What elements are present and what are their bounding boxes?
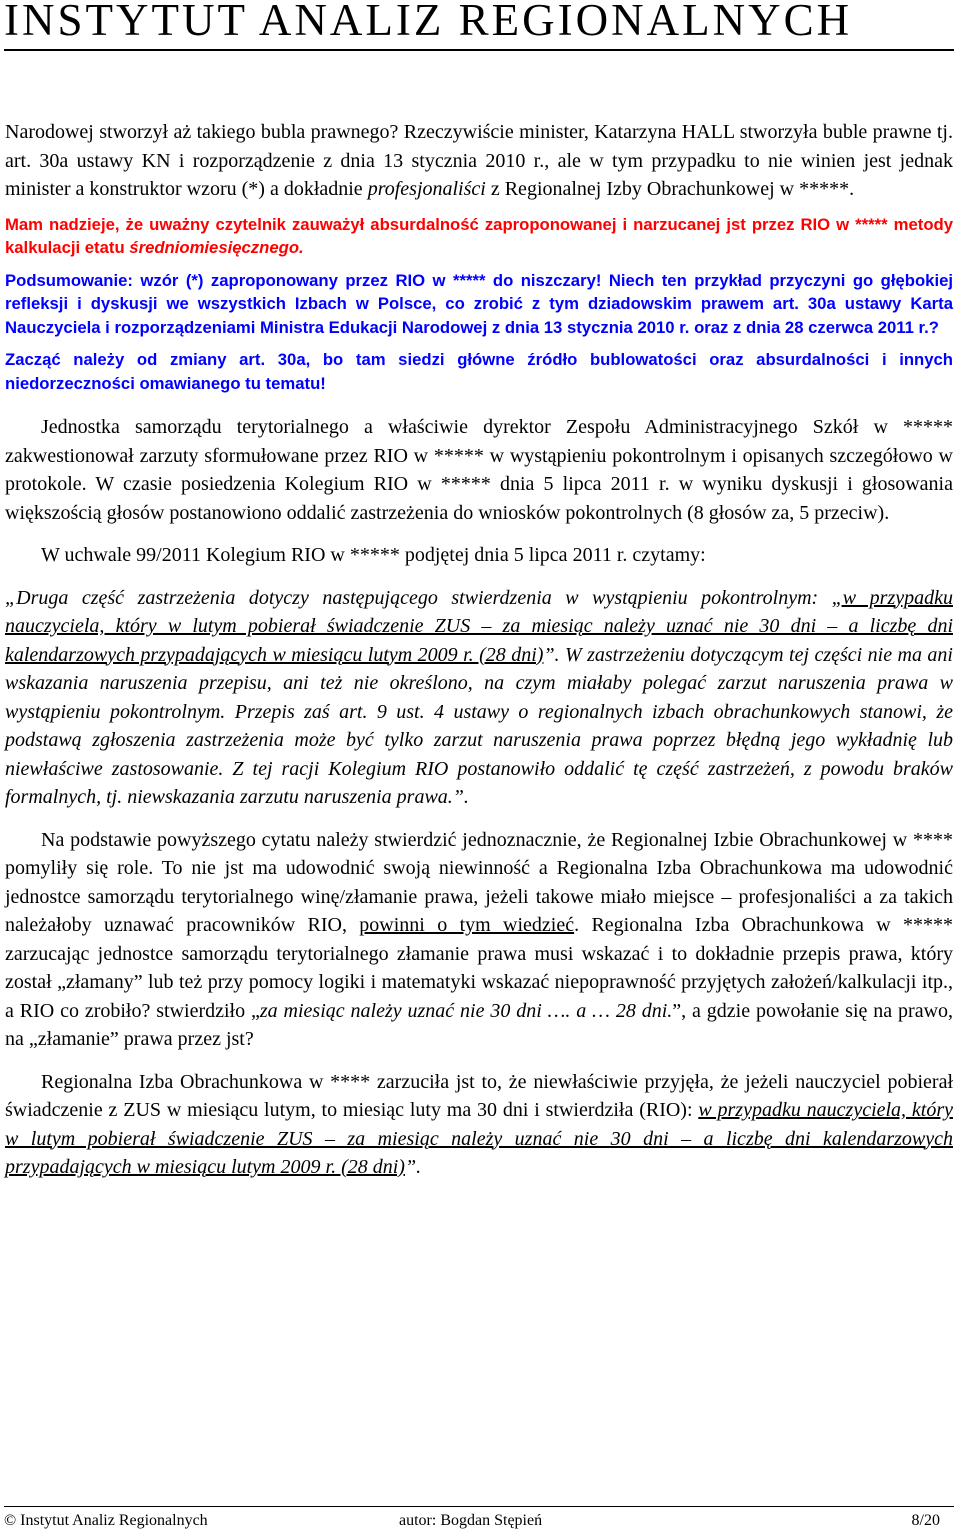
paragraph-resolution: W uchwale 99/2011 Kolegium RIO w ***** podjętej dnia 5 lipca 2011 r. czytamy: bbox=[41, 544, 706, 566]
footer-copyright: © Instytut Analiz Regionalnych bbox=[4, 1512, 208, 1529]
paragraph-quote bbox=[5, 584, 953, 812]
paragraph-change-call bbox=[5, 348, 953, 395]
text-span-italic-underlined: w przypadku nauczyciela, który w lutym pobierał świadczenie ZUS – za miesiąc należy uznać nie 30 dni – a liczbę dni kalendarzowych przypadających w miesiącu lutym 2009 r. (28 dni) bbox=[5, 1099, 953, 1178]
text-span-italic: profesjonaliści bbox=[367, 178, 486, 200]
paragraph-minister bbox=[5, 118, 953, 204]
paragraph-red-note bbox=[5, 213, 953, 260]
text-span: z Regionalnej Izby Obrachunkowej w *****. bbox=[485, 178, 855, 200]
page-header bbox=[0, 0, 960, 50]
text-span: ”, a gdzie powołanie się na prawo, na „złamanie” prawa przez jst? bbox=[5, 999, 954, 1050]
header-title: INSTYTUT ANALIZ REGIONALNYCH bbox=[4, 0, 853, 45]
document-body bbox=[5, 118, 953, 1182]
header-divider bbox=[4, 49, 954, 51]
paragraph-summary bbox=[5, 269, 953, 340]
text-span-underlined: „w przypadku nauczyciela, który w lutym pobierał świadczenie ZUS – za miesiąc należy uznać nie 30 dni – a liczbę dni kalendarzowych przypadających w miesiącu lutym 2009 r. (28 dni) bbox=[5, 586, 953, 666]
footer-divider bbox=[4, 1506, 954, 1507]
footer-page-number: 8/20 bbox=[911, 1512, 940, 1529]
paragraph-analysis bbox=[5, 826, 953, 1054]
text-span: Mam nadzieje, że uważny czytelnik zauważył absurdalność zaproponowanej i narzucanej jst przez RIO w ***** metody kalkulacji etatu bbox=[5, 214, 953, 257]
footer-author: autor: Bogdan Stępień bbox=[399, 1512, 543, 1529]
paragraph-accusation bbox=[5, 1068, 953, 1182]
text-span: Narodowej stworzył aż takiego bubla prawnego? Rzeczywiście minister, Katarzyna HALL stworzyła buble prawne tj. art. 30a ustawy KN i rozporządzenie z dnia 13 stycznia 2010 r., ale w tym przypadku to nie winien jest jednak minister a konstruktor wzoru (*) a dokładnie bbox=[5, 121, 953, 200]
paragraph-jst: Jednostka samorządu terytorialnego a właściwie dyrektor Zespołu Administracyjnego Szkół w ***** zakwestionował zarzuty sformułowane przez RIO w ***** w wystąpieniu pokontrolnym i opisanych szczegółowo w protokole. W czasie posiedzenia Kolegium RIO w ***** dnia 5 lipca 2011 r. w wyniku dyskusji i głosowania większością głosów postanowiono oddalić zastrzeżenia do wniosków pokontrolnych (8 głosów za, 5 przeciw). bbox=[5, 416, 953, 524]
text-span: Regionalna Izba Obrachunkowa w **** zarzuciła jst to, że niewłaściwie przyjęła, że jeżeli nauczyciel pobierał świadczenie z ZUS w miesiącu lutym, to miesiąc luty ma 30 dni i stwierdziła (RIO): bbox=[5, 1070, 953, 1121]
text-span-underlined: powinni o tym wiedzieć bbox=[359, 914, 575, 936]
text-span-italic: za miesiąc należy uznać nie 30 dni …. a … 28 dni. bbox=[259, 999, 673, 1022]
text-span-italic: średniomiesięcznego. bbox=[129, 238, 304, 257]
text-span: Podsumowanie: wzór (*) zaproponowany przez RIO w ***** do niszczary! bbox=[5, 270, 602, 290]
text-span: ”. W zastrzeżeniu dotyczącym tej części nie ma ani wskazania naruszenia przepisu, ani też nie określono, na czym miałaby polegać zarzut naruszenia prawa w wystąpieniu pokontrolnym. Przepis zaś art. 9 ust. 4 ustawy o regionalnych izbach obrachunkowych stanowi, że podstawą zgłoszenia zastrzeżenia może być tylko zarzut naruszenia prawa poprzez błędną jego wykładnię lub niewłaściwe zastosowanie. Z tej racji Kolegium RIO postanowiło oddalić tę część zastrzeżeń, z powodu braków formalnych, tj. niewskazania zarzutu naruszenia prawa.”. bbox=[5, 643, 953, 808]
text-span-italic: ”. bbox=[404, 1156, 422, 1178]
text-span: Na podstawie powyższego cytatu należy stwierdzić jednoznacznie, że Regionalnej Izbie Obrachunkowej w **** pomyliły się role. To nie jst ma udowodnić swoją niewinność a Regionalna Izba Obrachunkowa ma udowodnić jednostce samorządu terytorialnego winę/złamanie prawa, jeżeli takowe miało miejsce – profesjonaliści a za takich należałoby uznawać pracowników RIO, bbox=[5, 828, 953, 936]
text-span: Niech ten przykład przyczyni go głębokiej refleksji i dyskusji we wszystkich Izbach w Polsce, co zrobić z tym dziadowskim prawem art. 30a ustawy Karta Nauczyciela i rozporządzeniami Ministra Edukacji Narodowej z dnia 13 stycznia 2010 r. oraz z dnia 28 czerwca 2011 r.? bbox=[5, 270, 953, 337]
text-span: „Druga część zastrzeżenia dotyczy następującego stwierdzenia w wystąpieniu pokontrolnym: bbox=[5, 586, 832, 609]
page-footer bbox=[4, 1512, 954, 1534]
text-span: . Regionalna Izba Obrachunkowa w ***** zarzucając jednostce samorządu terytorialnego złamanie prawa musi wskazać i to dokładnie przepis prawa, który został „złamany” lub też przy pomocy logiki i matematyki wskazać niepoprawność przyjętych założeń/kalkulacji itp., a RIO co zrobiło? stwierdziło „ bbox=[5, 914, 954, 1022]
text-span: 30a, bo tam siedzi główne źródło bublowatości oraz absurdalności i innych niedorzeczności omawianego tu tematu! bbox=[5, 350, 953, 393]
text-span: Zacząć należy od zmiany art. bbox=[5, 350, 266, 369]
